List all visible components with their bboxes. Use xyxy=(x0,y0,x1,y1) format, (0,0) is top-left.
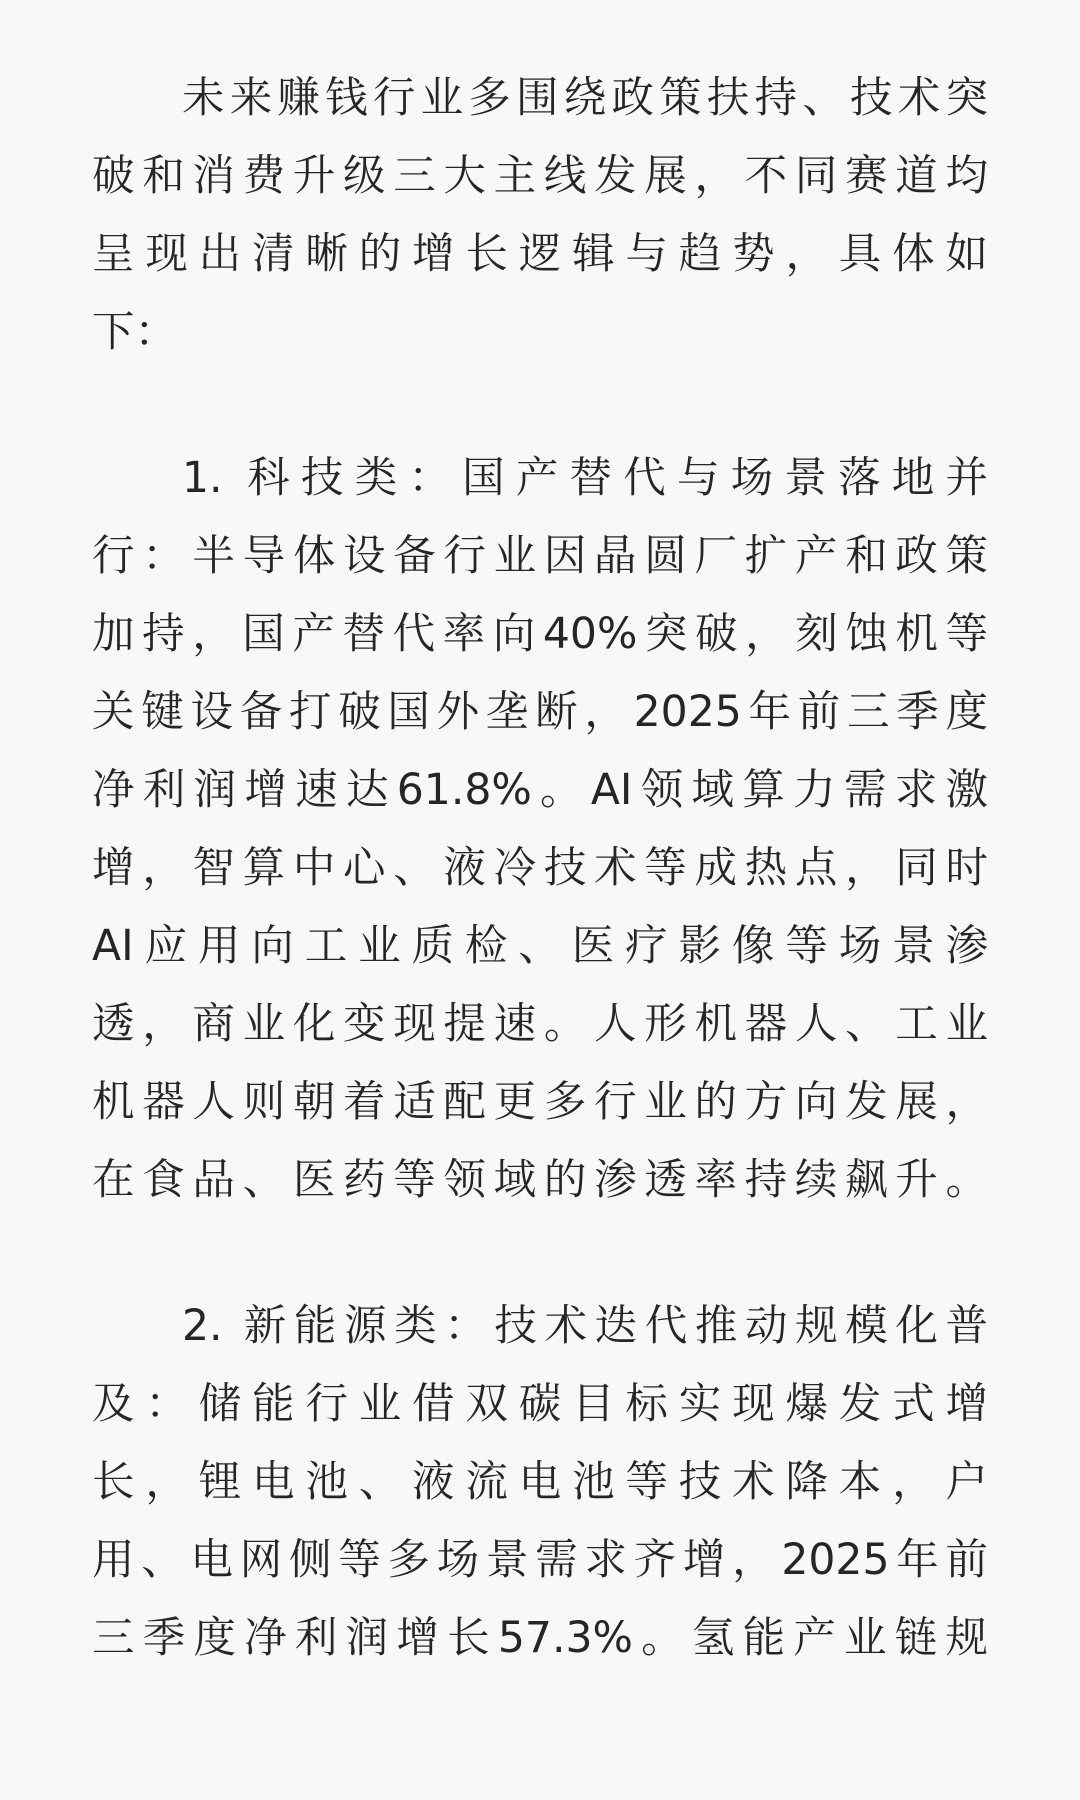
paragraph-1-line-3: 呈现出清晰的增长逻辑与趋势，具体如 xyxy=(92,230,988,279)
paragraph-2-line-9: 机器人则朝着适配更多行业的方向发展， xyxy=(92,1078,988,1127)
paragraph-2-line-4: 关键设备打破国外垄断，2025年前三季度 xyxy=(92,688,988,737)
paragraph-2-line-3: 加持，国产替代率向40%突破，刻蚀机等 xyxy=(92,610,988,659)
paragraph-3-line-2: 及：储能行业借双碳目标实现爆发式增 xyxy=(92,1380,988,1429)
paragraph-2-line-1: 1. 科技类：国产替代与场景落地并 xyxy=(182,454,988,503)
paragraph-1-line-2: 破和消费升级三大主线发展，不同赛道均 xyxy=(92,152,988,201)
paragraph-2-line-6: 增，智算中心、液冷技术等成热点，同时 xyxy=(92,844,988,893)
paragraph-2-line-10: 在食品、医药等领域的渗透率持续飙升。 xyxy=(92,1156,988,1205)
paragraph-1-line-4: 下： xyxy=(92,308,178,357)
paragraph-3-line-1: 2. 新能源类：技术迭代推动规模化普 xyxy=(182,1302,988,1351)
paragraph-2-line-7: AI应用向工业质检、医疗影像等场景渗 xyxy=(92,922,988,971)
paragraph-3-line-3: 长，锂电池、液流电池等技术降本，户 xyxy=(92,1458,988,1507)
paragraph-3-line-4: 用、电网侧等多场景需求齐增，2025年前 xyxy=(92,1536,988,1585)
paragraph-1-line-1: 未来赚钱行业多围绕政策扶持、技术突 xyxy=(182,74,988,123)
paragraph-3-line-5: 三季度净利润增长57.3%。氢能产业链规 xyxy=(92,1614,988,1663)
paragraph-2-line-5: 净利润增速达61.8%。AI领域算力需求激 xyxy=(92,766,988,815)
paragraph-2-line-8: 透，商业化变现提速。人形机器人、工业 xyxy=(92,1000,988,1049)
paragraph-2-line-2: 行：半导体设备行业因晶圆厂扩产和政策 xyxy=(92,532,988,581)
